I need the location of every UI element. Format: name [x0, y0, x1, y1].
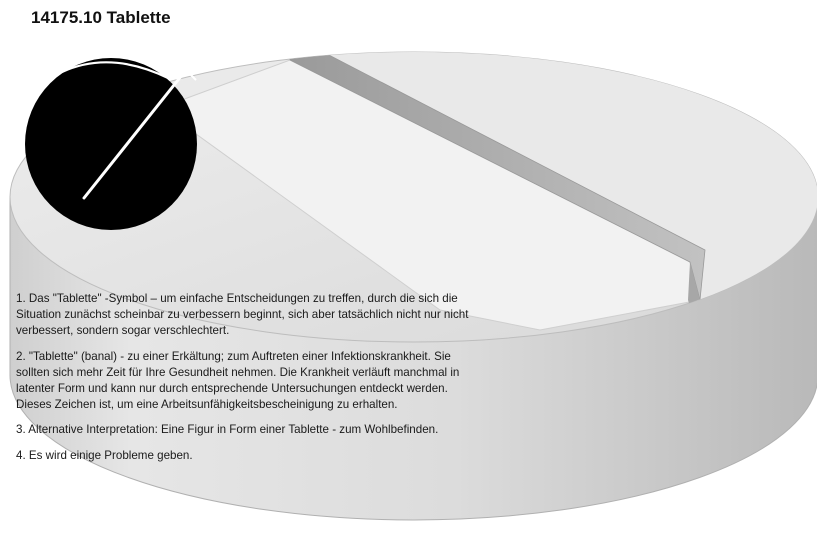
list-item: 3. Alternative Interpretation: Eine Figur in Form einer Tablette - zum Wohlbefinden.: [16, 423, 439, 437]
pill-symbol-icon: [25, 58, 197, 230]
page-title: 14175.10 Tablette: [31, 8, 171, 27]
list-item: 4. Es wird einige Probleme geben.: [16, 448, 193, 462]
list-item: 2. "Tablette" (banal) - zu einer Erkältung; zum Auftreten einer Infektionskrankheit. Sie sollten sich mehr Zeit für Ihre Gesundheit nehmen. Die Krankheit verläuft manchmal in latenter Form und kann nur durch entsprechende Untersuchungen entdeckt werden. Dieses Zeichen ist, um eine Arbeitsunfähigkeitsbescheinigung zu erhalten.: [16, 349, 460, 412]
list-item: 1. Das "Tablette" -Symbol – um einfache Entscheidungen zu treffen, durch die sich die Situation zunächst scheinbar zu verbessern beginnt, sich aber tatsächlich nicht nur nicht verbessert, sondern sogar verschlechtert.: [16, 292, 469, 338]
description-list: [16, 291, 486, 473]
